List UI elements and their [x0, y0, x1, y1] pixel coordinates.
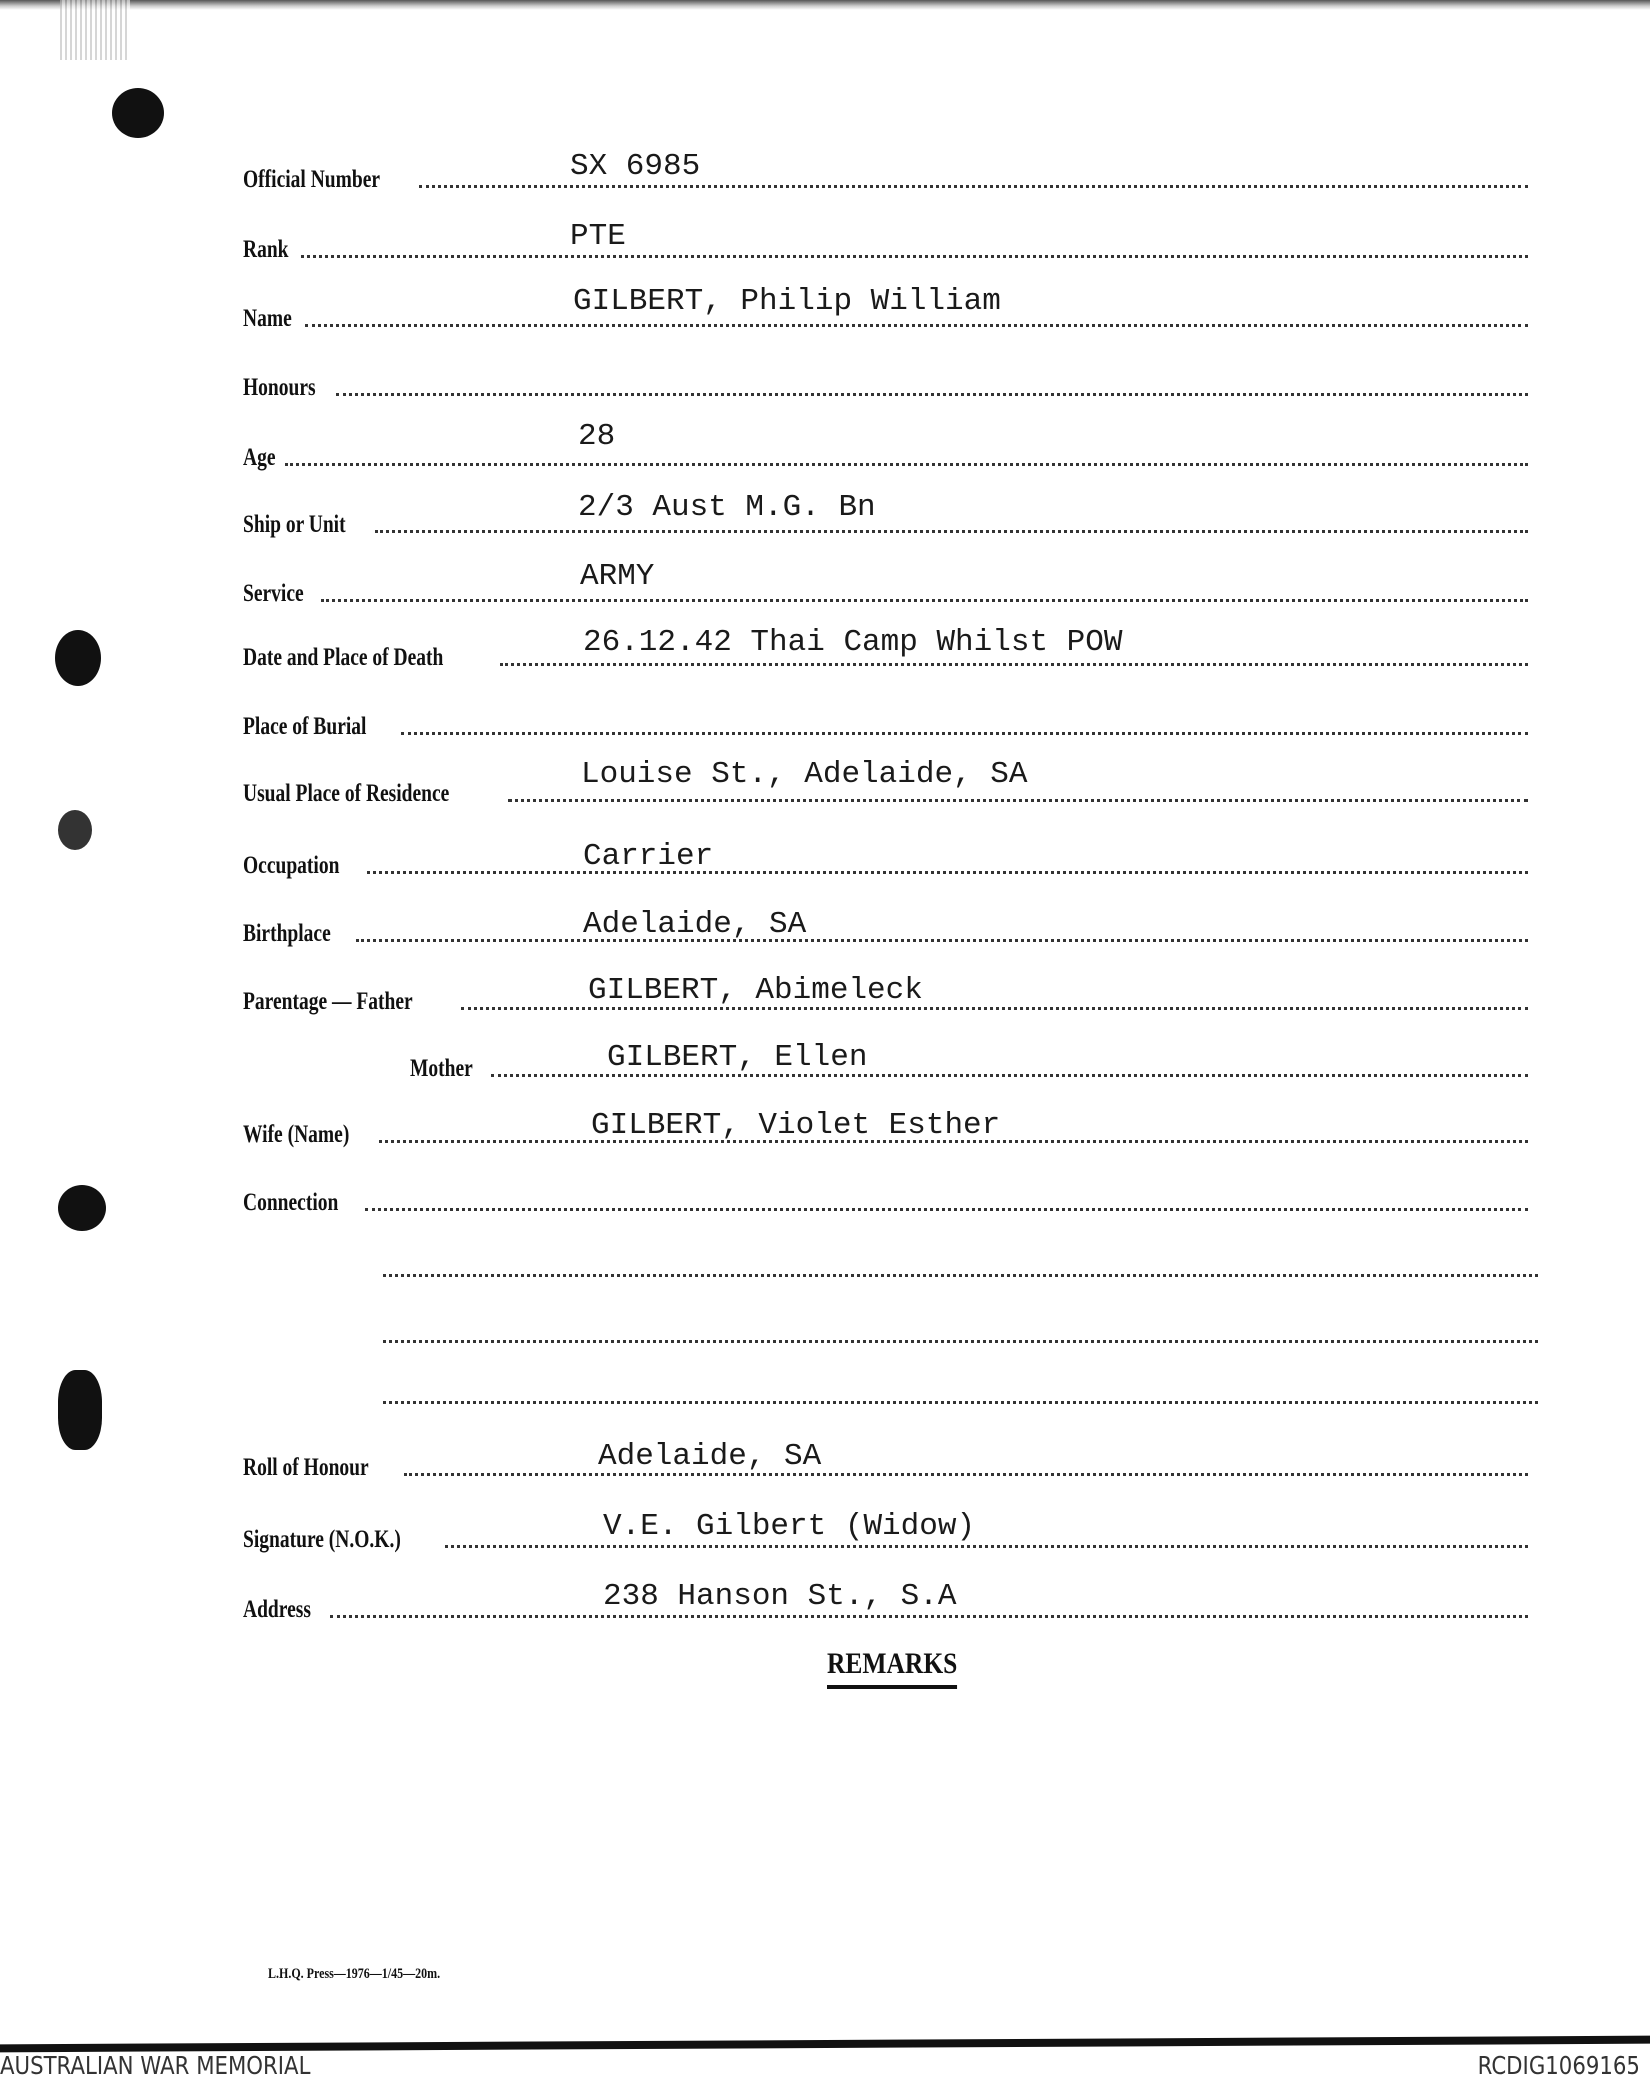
- printer-note: L.H.Q. Press—1976—1/45—20m.: [268, 1966, 441, 1982]
- field-mother: [410, 1041, 1528, 1081]
- field-value: 28: [578, 419, 616, 454]
- field-label: Date and Place of Death: [243, 644, 444, 671]
- punch-hole: [58, 810, 92, 850]
- field-label: Usual Place of Residence: [243, 780, 450, 807]
- field-value: GILBERT, Philip William: [573, 284, 1001, 319]
- blank-dotted-line: [383, 1340, 1538, 1343]
- field-value: 26.12.42 Thai Camp Whilst POW: [583, 625, 1123, 660]
- field-value: 238 Hanson St., S.A: [603, 1579, 957, 1614]
- field-value: Carrier: [583, 839, 714, 874]
- field-rank: [243, 219, 1528, 263]
- field-label: Mother: [410, 1055, 473, 1082]
- field-place-of-burial: [243, 699, 1528, 739]
- field-father: [243, 974, 1528, 1014]
- field-ship-or-unit: [243, 490, 1528, 538]
- field-label: Name: [243, 305, 292, 332]
- punch-hole: [58, 1370, 102, 1450]
- field-label: Roll of Honour: [243, 1454, 369, 1481]
- field-label: Connection: [243, 1189, 339, 1216]
- scan-top-edge: [0, 0, 1650, 10]
- field-value: GILBERT, Ellen: [607, 1040, 868, 1075]
- field-label: Birthplace: [243, 920, 331, 947]
- field-label: Age: [243, 444, 276, 471]
- field-date-place-of-death: [243, 625, 1528, 671]
- field-value: PTE: [570, 219, 626, 254]
- field-label: Service: [243, 580, 304, 607]
- field-official-number: [243, 149, 1528, 193]
- field-label: Honours: [243, 374, 316, 401]
- field-value: V.E. Gilbert (Widow): [603, 1509, 976, 1544]
- field-value: Adelaide, SA: [598, 1439, 822, 1474]
- punch-hole: [58, 1185, 106, 1231]
- field-value: 2/3 Aust M.G. Bn: [578, 490, 876, 525]
- field-value: ARMY: [580, 559, 655, 594]
- field-usual-residence: [243, 757, 1528, 807]
- blank-dotted-line: [383, 1274, 1538, 1277]
- field-occupation: [243, 838, 1528, 878]
- field-label: Rank: [243, 236, 289, 263]
- punch-hole: [55, 630, 101, 686]
- blank-dotted-line: [383, 1401, 1538, 1404]
- field-connection: [243, 1175, 1528, 1215]
- field-signature-nok: [243, 1509, 1528, 1553]
- field-birthplace: [243, 906, 1528, 946]
- field-age: [243, 419, 1528, 471]
- field-label: Address: [243, 1596, 311, 1623]
- field-roll-of-honour: [243, 1440, 1528, 1480]
- field-label: Place of Burial: [243, 713, 367, 740]
- archive-caption-left: AUSTRALIAN WAR MEMORIAL: [0, 2051, 311, 2080]
- scan-artifact: [60, 0, 130, 60]
- field-label: Ship or Unit: [243, 511, 346, 538]
- field-name: [243, 284, 1528, 332]
- field-label: Occupation: [243, 852, 340, 879]
- remarks-heading: REMARKS: [827, 1647, 957, 1689]
- field-label: Official Number: [243, 166, 381, 193]
- field-honours: [243, 360, 1528, 400]
- field-wife-name: [243, 1107, 1528, 1147]
- field-service: [243, 559, 1528, 607]
- field-value: Louise St., Adelaide, SA: [581, 757, 1028, 792]
- field-label: Wife (Name): [243, 1121, 350, 1148]
- field-value: GILBERT, Violet Esther: [591, 1108, 1001, 1143]
- field-label: Signature (N.O.K.): [243, 1526, 401, 1553]
- field-value: Adelaide, SA: [583, 907, 807, 942]
- archive-caption-right: RCDIG1069165: [1477, 2051, 1640, 2080]
- punch-hole: [112, 88, 164, 138]
- field-label: Parentage — Father: [243, 988, 413, 1015]
- field-address: [243, 1579, 1528, 1623]
- field-value: SX 6985: [570, 149, 701, 184]
- field-value: GILBERT, Abimeleck: [588, 973, 923, 1008]
